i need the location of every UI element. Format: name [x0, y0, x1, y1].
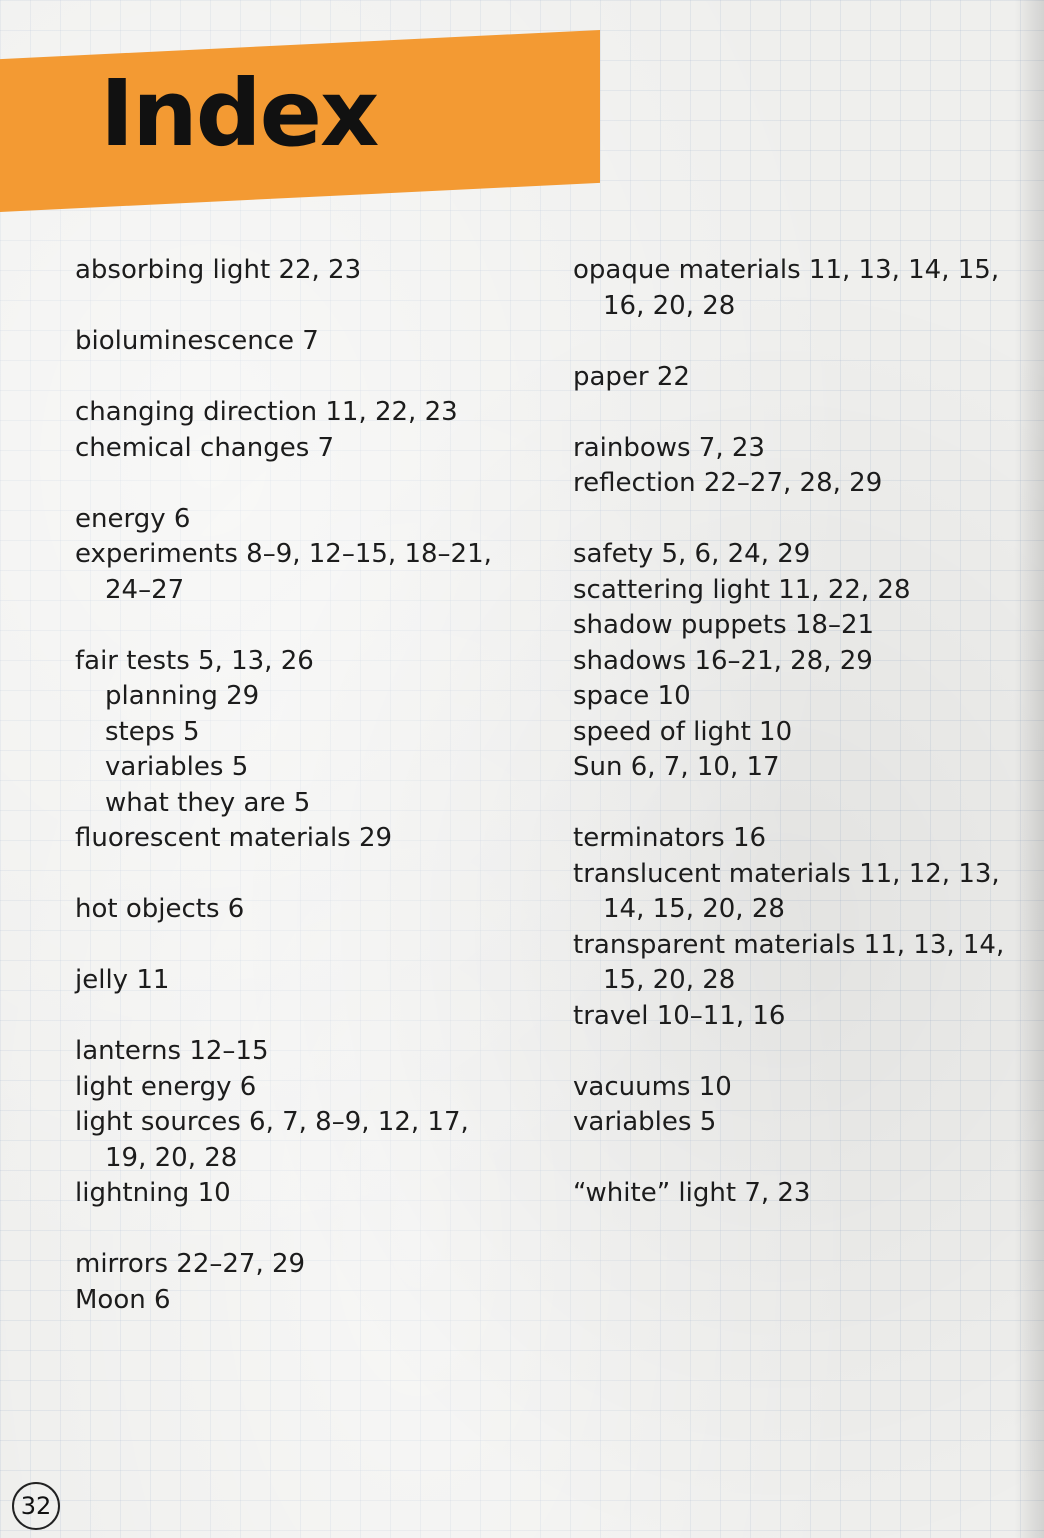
index-entry: scattering light 11, 22, 28	[573, 574, 911, 605]
index-entry: Moon 6	[75, 1284, 171, 1315]
index-entry: speed of light 10	[573, 716, 793, 747]
index-entry: “white” light 7, 23	[573, 1178, 811, 1208]
index-entry: light energy 6	[75, 1071, 257, 1102]
index-entry: variables 5	[573, 1107, 717, 1137]
index-entry: fluorescent materials 29	[75, 823, 393, 853]
index-entry: lightning 10	[75, 1178, 231, 1208]
page-edge-shadow	[1014, 0, 1044, 1538]
index-entry: light sources 6, 7, 8–9, 12, 17, 19, 20, 28	[75, 1107, 469, 1173]
page-number: 32	[12, 1482, 60, 1530]
index-entry: changing direction 11, 22, 23	[75, 397, 458, 427]
index-entry: translucent materials 11, 12, 13, 14, 15, 20, 28	[573, 858, 1000, 924]
index-entry: lanterns 12–15	[75, 1036, 269, 1066]
page-title: Index	[100, 60, 378, 167]
index-subentry: what they are 5	[105, 787, 311, 818]
index-entry: hot objects 6	[75, 894, 245, 924]
index-entry: space 10	[573, 681, 691, 711]
index-entry: shadows 16–21, 28, 29	[573, 645, 873, 676]
index-entry: chemical changes 7	[75, 432, 335, 463]
index-column-right	[573, 253, 1013, 1212]
index-entry: jelly 11	[75, 965, 170, 995]
index-entry: paper 22	[573, 361, 690, 392]
index-entry: opaque materials 11, 13, 14, 15, 16, 20, 28	[573, 255, 1000, 321]
index-entry: energy 6	[75, 503, 191, 534]
index-subentry: steps 5	[105, 716, 200, 747]
index-entry: travel 10–11, 16	[573, 1000, 786, 1031]
index-entry: fair tests 5, 13, 26	[75, 645, 314, 676]
index-entry: absorbing light 22, 23	[75, 255, 362, 285]
index-column-left	[75, 253, 515, 1318]
index-entry: safety 5, 6, 24, 29	[573, 539, 811, 569]
index-entry: mirrors 22–27, 29	[75, 1249, 306, 1279]
index-entry: reflection 22–27, 28, 29	[573, 468, 883, 498]
index-entry: Sun 6, 7, 10, 17	[573, 752, 780, 782]
index-entry: rainbows 7, 23	[573, 432, 765, 463]
index-entry: terminators 16	[573, 823, 767, 853]
index-entry: vacuums 10	[573, 1071, 732, 1102]
index-subentry: planning 29	[105, 681, 260, 711]
index-entry: shadow puppets 18–21	[573, 610, 875, 640]
index-entry: bioluminescence 7	[75, 326, 319, 356]
index-entry: transparent materials 11, 13, 14, 15, 20, 28	[573, 929, 1005, 995]
index-entry: experiments 8–9, 12–15, 18–21, 24–27	[75, 539, 492, 605]
index-subentry: variables 5	[105, 752, 249, 782]
